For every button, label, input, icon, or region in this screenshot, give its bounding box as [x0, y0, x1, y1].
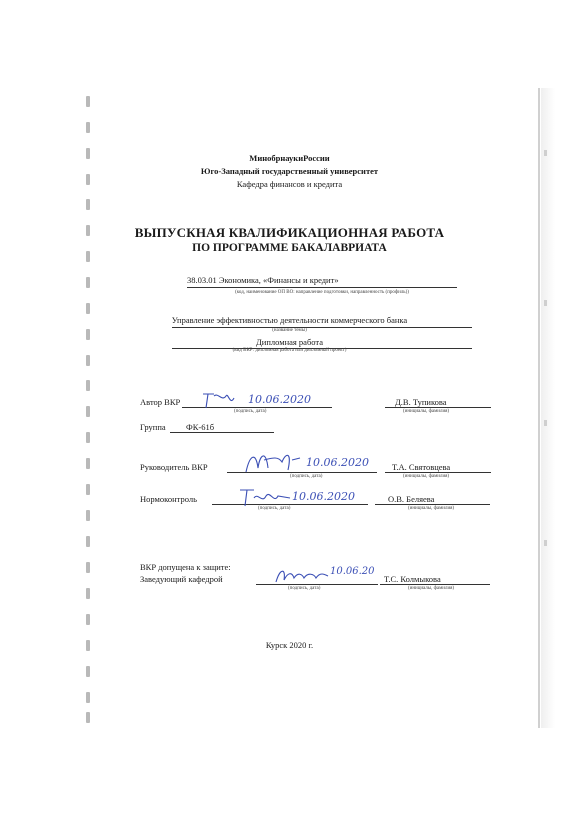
supervisor-name: Т.А. Святовцева — [392, 462, 451, 472]
normcontrol-sign-caption: (подпись, дата) — [258, 506, 291, 511]
group-label: Группа — [140, 422, 166, 432]
program-caption: (код, наименование ОП ВО: направление подготовки, направленность (профиль)) — [235, 290, 409, 295]
supervisor-sign-date: 10.06.2020 — [306, 456, 369, 469]
head-of-dept-label: Заведующий кафедрой — [140, 574, 223, 584]
author-sign-caption: (подпись, дата) — [234, 409, 267, 414]
author-label: Автор ВКР — [140, 397, 181, 407]
doc-title-line1: ВЫПУСКНАЯ КВАЛИФИКАЦИОННАЯ РАБОТА — [134, 225, 445, 240]
work-type-caption: (вид ВКР: дипломная работа или дипломный проект) — [232, 348, 347, 353]
department-name: Кафедра финансов и кредита — [236, 179, 343, 189]
group-value: ФК-61б — [186, 422, 215, 432]
program-value: 38.03.01 Экономика, «Финансы и кредит» — [187, 275, 339, 285]
program-underline — [187, 287, 457, 288]
head-name-caption: (инициалы, фамилия) — [408, 586, 455, 591]
head-sign-caption: (подпись, дата) — [288, 586, 321, 591]
head-name-line — [380, 584, 490, 585]
supervisor-name-line — [385, 472, 491, 473]
normcontrol-name-line — [375, 504, 490, 505]
head-name: Т.С. Колмыкова — [384, 574, 441, 584]
supervisor-name-caption: (инициалы, фамилия) — [403, 474, 450, 479]
edge-mark — [544, 300, 547, 306]
university-name: Юго-Западный государственный университет — [200, 166, 379, 176]
group-underline — [170, 432, 274, 433]
author-name-line — [385, 407, 491, 408]
theme-value: Управление эффективностью деятельности коммерческого банка — [171, 315, 408, 325]
author-name-caption: (инициалы, фамилия) — [403, 409, 450, 414]
supervisor-label: Руководитель ВКР — [140, 462, 208, 472]
work-type-value: Дипломная работа — [255, 337, 324, 347]
ministry-name: МинобрнаукиРоссии — [249, 153, 330, 163]
edge-mark — [544, 420, 547, 426]
supervisor-sign-caption: (подпись, дата) — [290, 474, 323, 479]
edge-mark — [544, 540, 547, 546]
head-signature — [272, 564, 330, 586]
doc-title-line2: ПО ПРОГРАММЕ БАКАЛАВРИАТА — [192, 242, 387, 254]
theme-caption: (название темы) — [272, 328, 307, 333]
normcontrol-name-caption: (инициалы, фамилия) — [408, 506, 455, 511]
author-name: Д.В. Тупикова — [395, 397, 447, 407]
author-sign-date: 10.06.2020 — [248, 393, 311, 406]
supervisor-signature — [242, 448, 304, 476]
normcontrol-sign-date: 10.06.2020 — [292, 490, 355, 503]
admission-label: ВКР допущена к защите: — [140, 562, 231, 572]
city-year: Курск 2020 г. — [265, 640, 314, 650]
normcontrol-label: Нормоконтроль — [140, 494, 197, 504]
head-sign-date: 10.06.20 — [330, 566, 375, 577]
normcontrol-name: О.В. Беляева — [388, 494, 435, 504]
